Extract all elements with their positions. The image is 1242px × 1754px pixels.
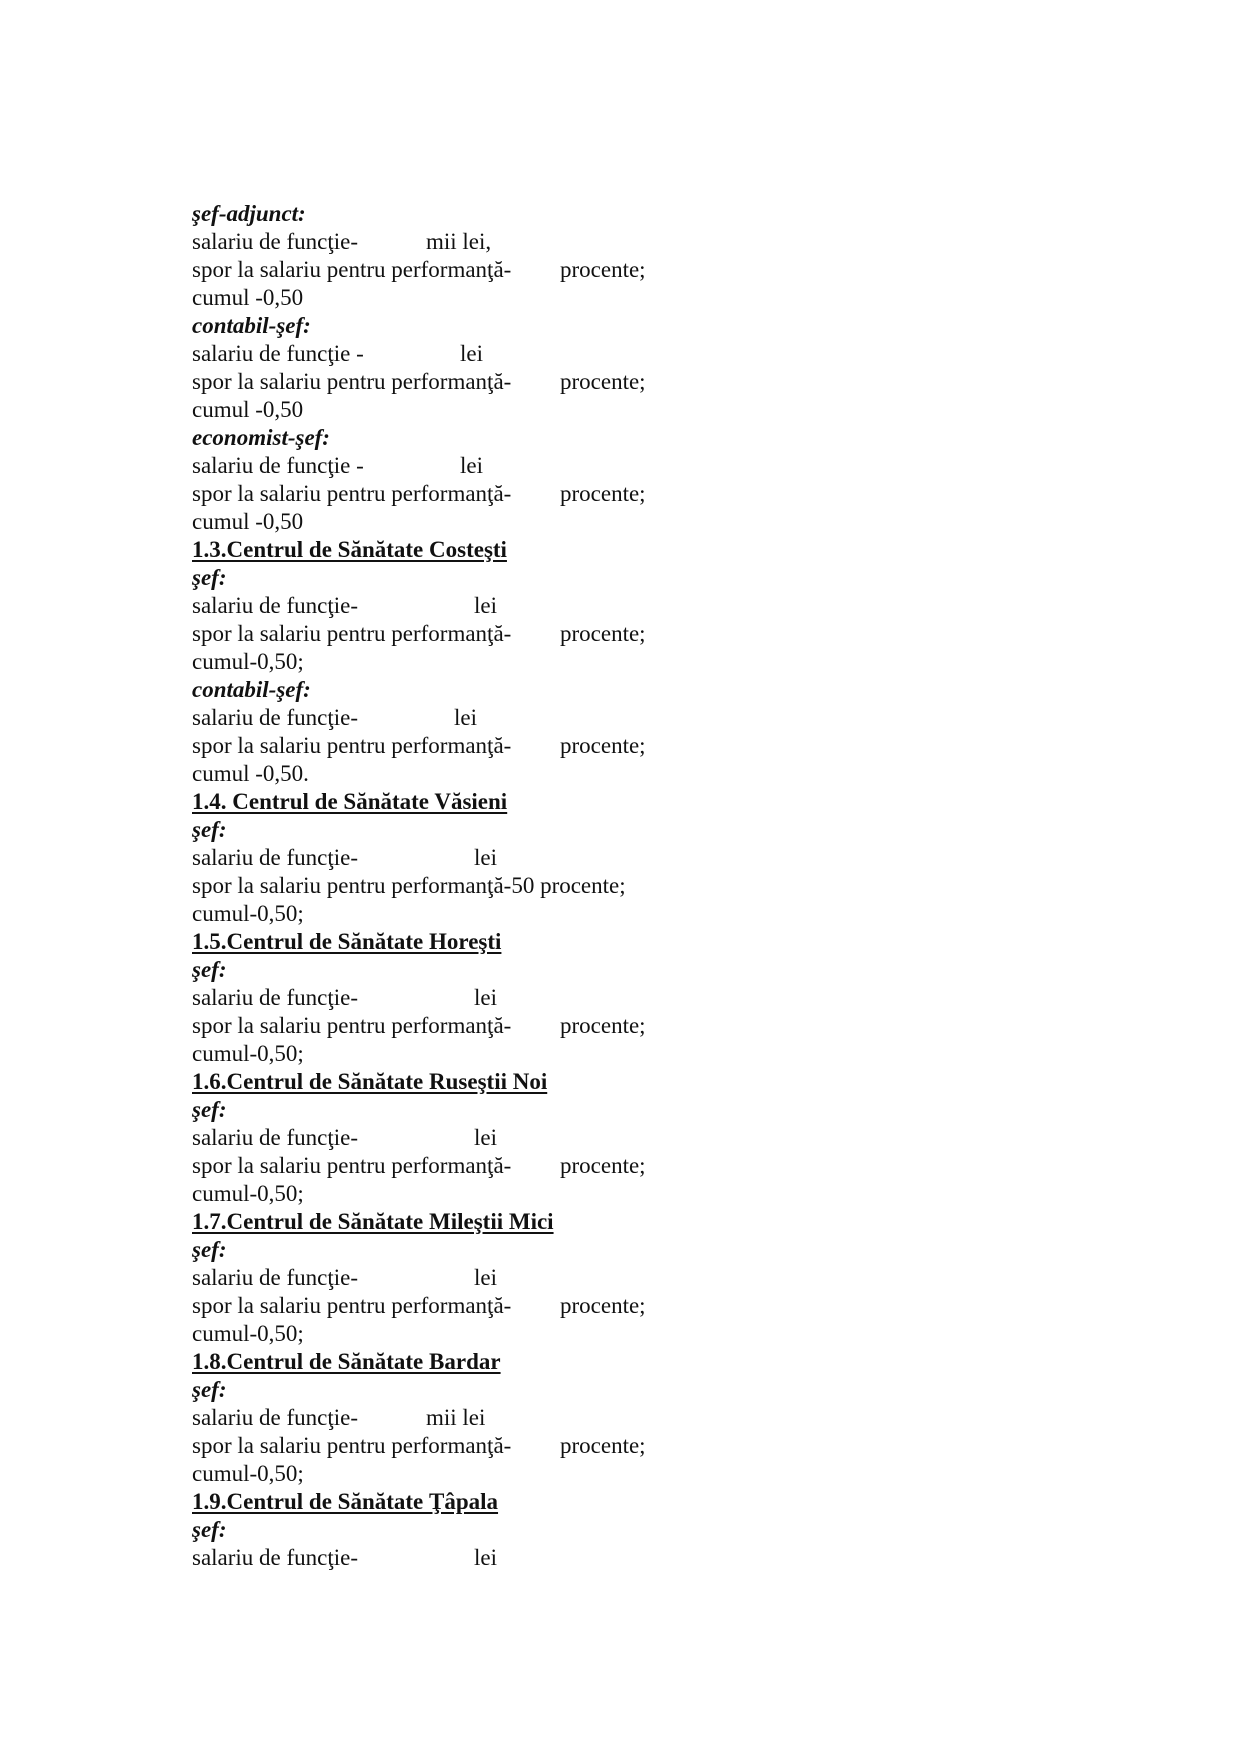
role-heading [192,1236,752,1264]
role-heading [192,424,752,452]
line-text: cumul-0,50; [192,649,304,674]
salary-line [192,1292,752,1320]
line-label: salariu de funcţie - [192,453,364,478]
role-heading [192,564,752,592]
salary-line [192,340,752,368]
section-heading [192,1208,752,1236]
section-title: 1.9.Centrul de Sănătate Ţâpala [192,1489,499,1514]
salary-line [192,620,752,648]
role-label: şef: [192,1097,227,1122]
salary-line [192,480,752,508]
salary-line [192,1124,752,1152]
salary-line [192,1264,752,1292]
line-unit: lei [474,985,497,1010]
role-label: şef: [192,957,227,982]
line-label: spor la salariu pentru performanţă- [192,1293,512,1318]
line-label: salariu de funcţie- [192,845,359,870]
line-unit: lei [454,705,477,730]
line-label: spor la salariu pentru performanţă- [192,1013,512,1038]
line-unit: lei [474,845,497,870]
role-heading [192,1376,752,1404]
text-line [192,872,752,900]
salary-line [192,368,752,396]
section-title: 1.7.Centrul de Sănătate Mileştii Mici [192,1209,554,1234]
salary-line [192,1404,752,1432]
line-unit: lei [474,1125,497,1150]
role-label: şef: [192,817,227,842]
role-label: şef: [192,565,227,590]
line-label: spor la salariu pentru performanţă- [192,733,512,758]
salary-line [192,1012,752,1040]
salary-line [192,1152,752,1180]
role-heading [192,1096,752,1124]
line-unit: procente; [560,257,646,282]
line-label: salariu de funcţie- [192,1265,359,1290]
line-text: cumul -0,50. [192,761,309,786]
section-heading [192,1348,752,1376]
line-text: cumul -0,50 [192,509,304,534]
role-label: contabil-şef: [192,677,311,702]
line-unit: lei [474,1545,497,1570]
line-unit: procente; [560,621,646,646]
text-line [192,1180,752,1208]
salary-line [192,984,752,1012]
line-unit: lei [460,341,483,366]
line-unit: procente; [560,481,646,506]
section-heading [192,1488,752,1516]
salary-line [192,452,752,480]
salary-line [192,732,752,760]
text-line [192,508,752,536]
line-text: cumul-0,50; [192,1461,304,1486]
document-page [192,200,752,1572]
line-label: spor la salariu pentru performanţă- [192,1153,512,1178]
line-label: salariu de funcţie- [192,593,359,618]
text-line [192,648,752,676]
text-line [192,1320,752,1348]
line-text: cumul-0,50; [192,1041,304,1066]
salary-line [192,228,752,256]
line-label: salariu de funcţie- [192,985,359,1010]
line-label: spor la salariu pentru performanţă- [192,481,512,506]
salary-line [192,256,752,284]
line-label: salariu de funcţie- [192,1545,359,1570]
section-title: 1.4. Centrul de Sănătate Văsieni [192,789,508,814]
salary-line [192,1432,752,1460]
section-heading [192,788,752,816]
line-label: spor la salariu pentru performanţă- [192,369,512,394]
line-label: spor la salariu pentru performanţă- [192,1433,512,1458]
line-text: cumul-0,50; [192,901,304,926]
line-unit: procente; [560,1153,646,1178]
line-label: salariu de funcţie - [192,341,364,366]
line-text: spor la salariu pentru performanţă-50 procente; [192,873,626,898]
role-label: şef-adjunct: [192,201,306,226]
line-unit: lei [460,453,483,478]
line-label: salariu de funcţie- [192,705,359,730]
role-heading [192,200,752,228]
section-title: 1.3.Centrul de Sănătate Costeşti [192,537,507,562]
role-label: economist-şef: [192,425,330,450]
line-text: cumul -0,50 [192,285,304,310]
text-line [192,1460,752,1488]
line-unit: lei [474,1265,497,1290]
text-line [192,284,752,312]
section-heading [192,928,752,956]
section-title: 1.5.Centrul de Sănătate Horeşti [192,929,502,954]
line-unit: mii lei [426,1405,486,1430]
salary-line [192,1544,752,1572]
line-text: cumul-0,50; [192,1181,304,1206]
line-text: cumul-0,50; [192,1321,304,1346]
text-line [192,396,752,424]
line-unit: procente; [560,1293,646,1318]
text-line [192,760,752,788]
text-line [192,1040,752,1068]
line-label: salariu de funcţie- [192,229,359,254]
line-unit: procente; [560,1013,646,1038]
role-label: şef: [192,1377,227,1402]
text-line [192,900,752,928]
role-heading [192,676,752,704]
line-label: salariu de funcţie- [192,1405,359,1430]
role-label: şef: [192,1517,227,1542]
line-unit: procente; [560,369,646,394]
section-heading [192,1068,752,1096]
salary-line [192,592,752,620]
line-unit: mii lei, [426,229,492,254]
role-heading [192,312,752,340]
line-unit: procente; [560,733,646,758]
role-label: şef: [192,1237,227,1262]
role-heading [192,816,752,844]
line-label: spor la salariu pentru performanţă- [192,257,512,282]
line-unit: lei [474,593,497,618]
salary-line [192,844,752,872]
role-heading [192,956,752,984]
line-unit: procente; [560,1433,646,1458]
line-label: spor la salariu pentru performanţă- [192,621,512,646]
line-label: salariu de funcţie- [192,1125,359,1150]
line-text: cumul -0,50 [192,397,304,422]
role-heading [192,1516,752,1544]
role-label: contabil-şef: [192,313,311,338]
salary-line [192,704,752,732]
section-title: 1.8.Centrul de Sănătate Bardar [192,1349,501,1374]
section-title: 1.6.Centrul de Sănătate Ruseştii Noi [192,1069,548,1094]
section-heading [192,536,752,564]
